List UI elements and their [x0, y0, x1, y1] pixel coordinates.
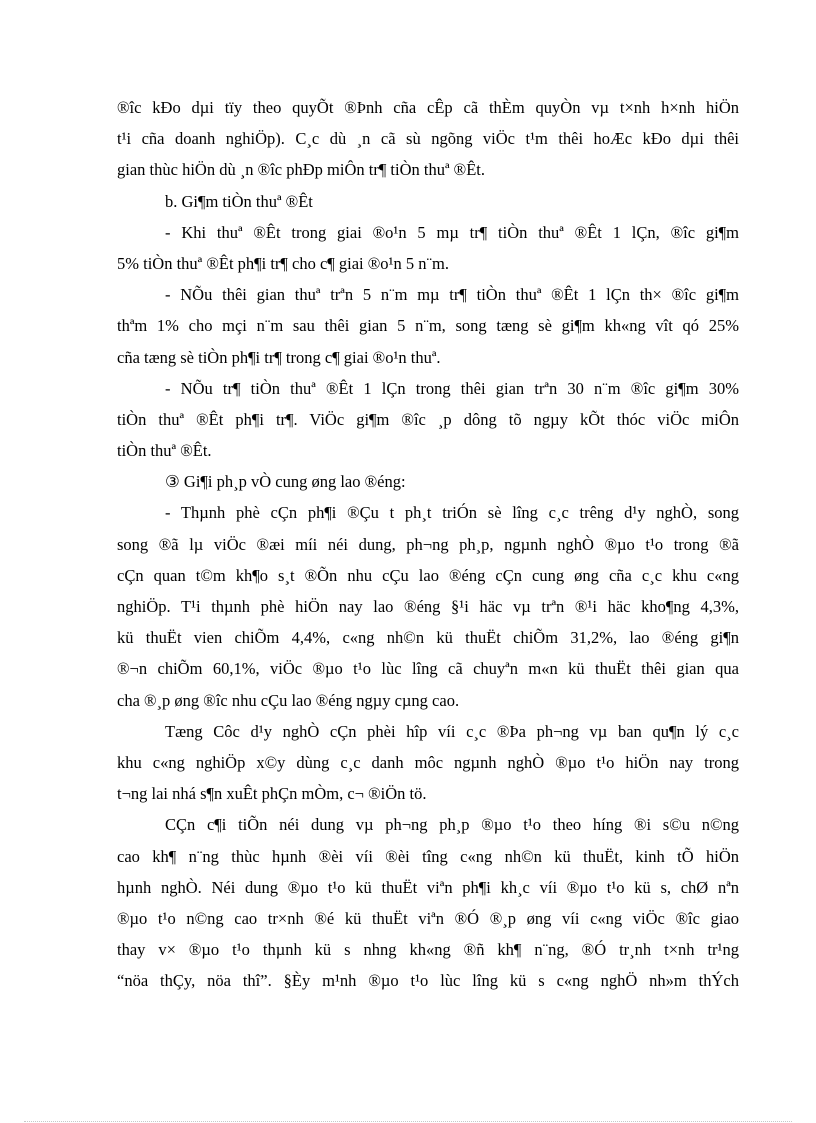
text-line: t¹i cña doanh nghiÖp). C¸c dù ¸n cã sù ngõng viÖc t¹m thêi hoÆc kÐo dµi thêi [117, 129, 739, 149]
text-line: ③ Gi¶i ph¸p vÒ cung øng lao ®éng: [165, 472, 406, 492]
text-line: ®¬n chiÕm 60,1%, viÖc ®µo t¹o lùc lîng cã chuyªn m«n kü thuËt thêi gian qua [117, 659, 739, 679]
page-footer-rule [24, 1121, 792, 1122]
text-line: 5% tiÒn thuª ®Êt ph¶i tr¶ cho c¶ giai ®o¹n 5 n¨m. [117, 253, 449, 273]
text-line: song ®ã lµ viÖc ®æi míi néi dung, ph¬ng ph¸p, ngµnh nghÒ ®µo t¹o trong ®ã [117, 534, 739, 554]
text-line: b. Gi¶m tiÒn thuª ®Êt [165, 191, 313, 211]
text-line: thay v× ®µo t¹o thµnh kü s nhng kh«ng ®ñ kh¶ n¨ng, ®Ó tr¸nh t×nh tr¹ng [117, 940, 739, 960]
text-line: ®îc kÐo dµi tïy theo quyÕt ®Þnh cña cÊp cã thÈm quyÒn vµ t×nh h×nh hiÖn [117, 98, 739, 117]
text-line: khu c«ng nghiÖp x©y dùng c¸c danh môc ngµnh nghÒ ®µo t¹o hiÖn nay trong [117, 752, 739, 772]
text-line: cña tæng sè tiÒn ph¶i tr¶ trong c¶ giai ®o¹n thuª. [117, 347, 441, 367]
text-line: - Khi thuª ®Êt trong giai ®o¹n 5 mµ tr¶ tiÒn thuª ®Êt 1 lÇn, ®îc gi¶m [165, 222, 739, 242]
text-line: gian thùc hiÖn dù ¸n ®îc phÐp miÔn tr¶ tiÒn thuª ®Êt. [117, 160, 485, 180]
text-line: kü thuËt vien chiÕm 4,4%, c«ng nh©n kü thuËt chiÕm 31,2%, lao ®éng gi¶n [117, 628, 739, 648]
text-line: cao kh¶ n¨ng thùc hµnh ®èi víi ®èi tîng c«ng nh©n kü thuËt, kinh tÕ hiÖn [117, 846, 739, 866]
text-line: thªm 1% cho mçi n¨m sau thêi gian 5 n¨m, song tæng sè gi¶m kh«ng vît qó 25% [117, 316, 739, 336]
text-line: cÇn quan t©m kh¶o s¸t ®Õn nhu cÇu lao ®éng cÇn cung øng cña c¸c khu c«ng [117, 565, 739, 585]
text-line: hµnh nghÒ. Néi dung ®µo t¹o kü thuËt viªn ph¶i kh¸c víi ®µo t¹o kü s, chØ nªn [117, 877, 739, 897]
text-line: Tæng Côc d¹y nghÒ cÇn phèi hîp víi c¸c ®Þa ph¬ng vµ ban qu¶n lý c¸c [165, 721, 739, 741]
text-line: nghiÖp. T¹i thµnh phè hiÖn nay lao ®éng §¹i häc vµ trªn ®¹i häc kho¶ng 4,3%, [117, 597, 739, 616]
text-line: ®µo t¹o n©ng cao tr×nh ®é kü thuËt viªn ®Ó ®¸p øng víi c«ng viÖc ®îc giao [117, 908, 739, 928]
text-line: - NÕu tr¶ tiÒn thuª ®Êt 1 lÇn trong thêi gian trªn 30 n¨m ®îc gi¶m 30% [165, 378, 739, 398]
text-line: - NÕu thêi gian thuª trªn 5 n¨m mµ tr¶ tiÒn thuª ®Êt 1 lÇn th× ®îc gi¶m [165, 285, 739, 305]
text-line: tiÒn thuª ®Êt ph¶i tr¶. ViÖc gi¶m ®îc ¸p dông tõ ngµy kÕt thóc viÖc miÔn [117, 409, 739, 429]
text-line: t¬ng lai nhá s¶n xuÊt phÇn mÒm, c¬ ®iÖn tö. [117, 784, 427, 804]
text-line: - Thµnh phè cÇn ph¶i ®Çu t ph¸t triÓn sè lîng c¸c trêng d¹y nghÒ, song [165, 503, 739, 523]
text-line: cha ®¸p øng ®îc nhu cÇu lao ®éng ngµy cµng cao. [117, 690, 460, 710]
body-text [117, 92, 739, 996]
text-line: CÇn c¶i tiÕn néi dung vµ ph¬ng ph¸p ®µo t¹o theo híng ®i s©u n©ng [165, 815, 739, 835]
text-line: “nöa thÇy, nöa thî”. §Èy m¹nh ®µo t¹o lùc lîng kü s c«ng nghÖ nh»m thÝch [117, 971, 739, 991]
text-line: tiÒn thuª ®Êt. [117, 441, 212, 461]
